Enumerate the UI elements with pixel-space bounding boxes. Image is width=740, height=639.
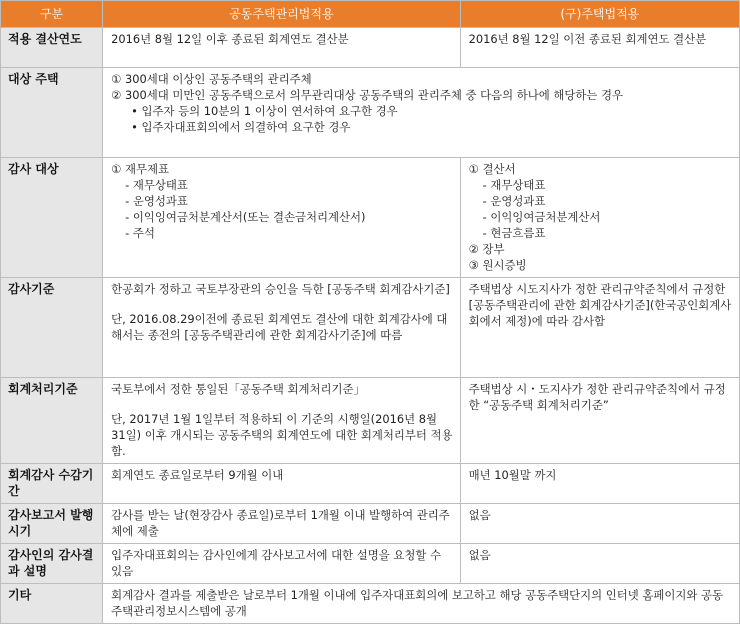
cell-new [103,378,461,464]
cell-old [460,158,739,278]
list-item: - 운영성과표 [125,194,188,208]
cell-merged: 회계감사 결과를 제출받은 날로부터 1개월 이내에 입주자대표회의에 보고하고 해당 공동주택단지의 인터넷 홈페이지와 공동주택관리정보시스템에 공개 [103,584,740,624]
bullet-item: • 입주자 등의 10분의 1 이상이 연서하여 요구한 경우 [131,104,398,118]
row-label: 적용 결산연도 [1,28,103,68]
row-settlement-year [1,28,740,68]
row-label: 회계감사 수감기간 [1,464,103,504]
header-row [1,1,740,28]
cell-old: 주택법상 시도지사가 정한 관리규약준칙에서 규정한 [공동주택관리에 관한 회계감사기준](한국공인회계사회에서 제정)에 따라 감사함 [460,278,739,378]
list-item: ① 300세대 이상인 공동주택의 관리주체 [111,72,312,86]
list-item: - 이익잉여금처분계산서(또는 결손금처리계산서) [125,210,366,224]
header-apartment-act: 공동주택관리법적용 [103,1,461,28]
row-label: 회계처리기준 [1,378,103,464]
row-report-timing [1,504,740,544]
row-audit-standard [1,278,740,378]
cell-new [103,158,461,278]
cell-old: 2016년 8월 12일 이전 종료된 회계연도 결산분 [460,28,739,68]
list-item: ① 재무제표 [111,162,169,176]
list-item: - 이익잉여금처분계산서 [482,210,601,224]
list-item: - 재무상태표 [125,178,188,192]
bullet-item: • 입주자대표회의에서 의결하여 요구한 경우 [131,120,351,134]
header-housing-act: (구)주택법적용 [460,1,739,28]
list-item: ③ 원시증빙 [468,258,527,272]
cell-new: 감사를 받는 날(현장감사 종료일)로부터 1개월 이내 발행하여 관리주체에 제출 [103,504,461,544]
cell-new: 2016년 8월 12일 이후 종료된 회계연도 결산분 [103,28,461,68]
cell-old: 없음 [460,504,739,544]
row-label: 대상 주택 [1,68,103,158]
row-auditor-explanation [1,544,740,584]
cell-old: 없음 [460,544,739,584]
cell-new: 입주자대표회의는 감사인에게 감사보고서에 대한 설명을 요청할 수 있음 [103,544,461,584]
row-etc [1,584,740,624]
row-label: 기타 [1,584,103,624]
cell-new: 회계연도 종료일로부터 9개월 이내 [103,464,461,504]
row-label: 감사 대상 [1,158,103,278]
list-item: - 현금흐름표 [482,226,546,240]
cell-old: 매년 10월말 까지 [460,464,739,504]
paragraph: 한공회가 정하고 국토부장관의 승인을 득한 [공동주택 회계감사기준] [111,282,450,296]
list-item: ② 300세대 미만인 공동주택으로서 의무관리대상 공동주택의 관리주체 중 다음의 하나에 해당하는 경우 [111,88,624,102]
list-item: - 재무상태표 [482,178,546,192]
row-target-housing [1,68,740,158]
row-label: 감사인의 감사결과 설명 [1,544,103,584]
list-item: - 주석 [125,226,155,240]
list-item: ① 결산서 [468,162,516,176]
row-accounting-standard [1,378,740,464]
list-item: ② 장부 [468,242,505,256]
cell-new [103,278,461,378]
row-label: 감사보고서 발행시기 [1,504,103,544]
row-label: 감사기준 [1,278,103,378]
row-audit-target [1,158,740,278]
paragraph: 단, 2017년 1월 1일부터 적용하되 이 기준의 시행일(2016년 8월 31일) 이후 개시되는 공동주택의 회계연도에 대한 회계처리부터 적용함. [111,412,453,458]
list-item: - 운영성과표 [482,194,546,208]
paragraph: 단, 2016.08.29이전에 종료된 회계연도 결산에 대한 회계감사에 대해서는 종전의 [공동주택관리에 관한 회계감사기준]에 따름 [111,312,448,342]
header-category: 구분 [1,1,103,28]
cell-old: 주택법상 시・도지사가 정한 관리규약준칙에서 규정한 “공동주택 회계처리기준” [460,378,739,464]
cell-merged [103,68,740,158]
row-audit-period [1,464,740,504]
paragraph: 국토부에서 정한 통일된「공동주택 회계처리기준」 [111,382,365,396]
